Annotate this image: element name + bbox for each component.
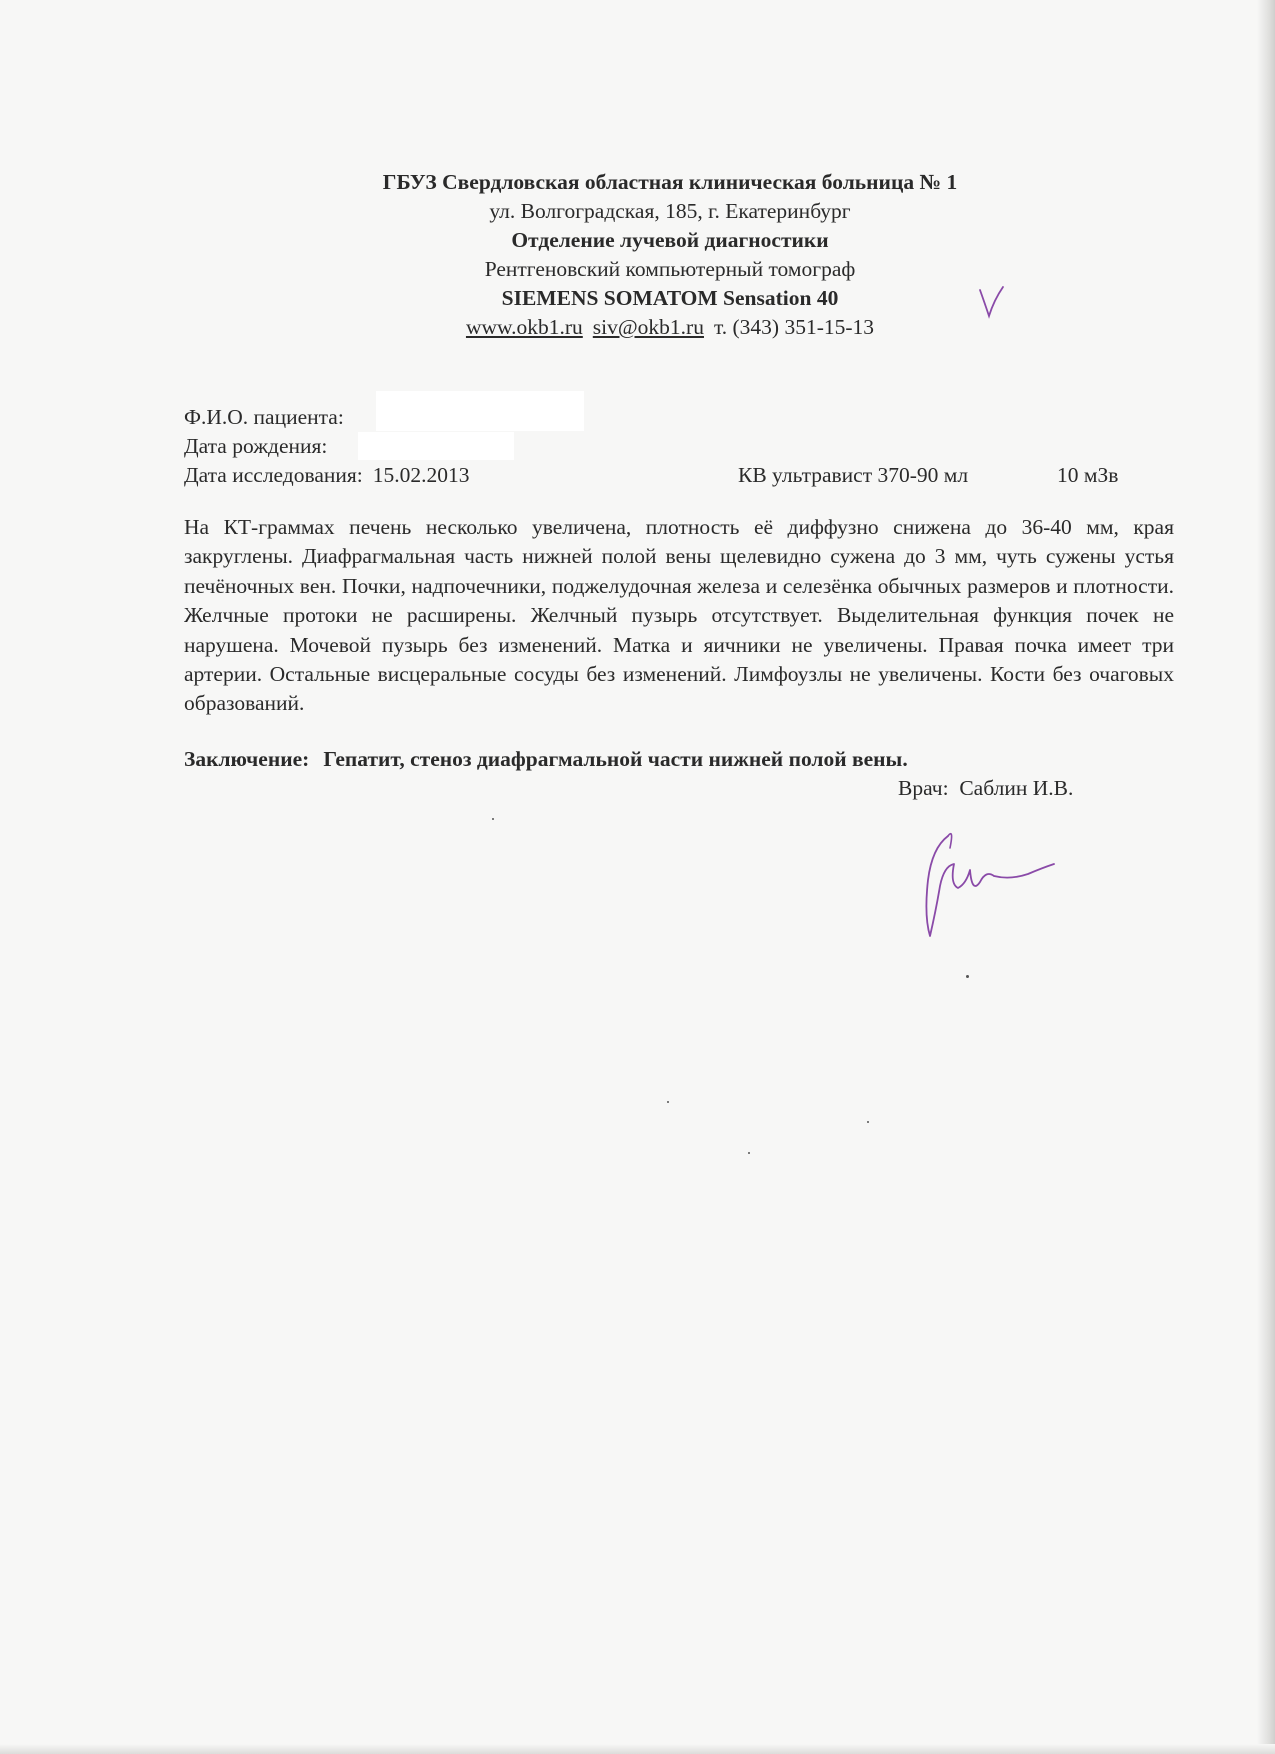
birth-date-row [184, 432, 1134, 461]
contrast-agent: КВ ультравист 370-90 мл [738, 463, 969, 487]
institution-name: ГБУЗ Свердловская областная клиническая больница № 1 [382, 170, 958, 194]
page-bottom-shadow [0, 1744, 1275, 1754]
exam-date-label: Дата исследования: [184, 463, 363, 487]
conclusion-label: Заключение: [184, 747, 310, 771]
speck [667, 1101, 669, 1103]
patient-name-row [184, 403, 1134, 432]
speck [492, 818, 494, 820]
findings-text: На КТ-граммах печень несколько увеличена, плотность её диффузно снижена до 36-40 мм, края закруглены. Диафрагмальная часть нижней полой вены щелевидно сужена до 3 мм, чуть сужены устья печёночных вен. Почки, надпочечники, поджелудочная железа и селезёнка обычных размеров и плотности. Желчные протоки не расширены. Желчный пузырь отсутствует. Выделительная функция почек не нарушена. Мочевой пузырь без изменений. Матка и яичники не увеличены. Правая почка имеет три артерии. Остальные висцеральные сосуды без изменений. Лимфоузлы не увеличены. Кости без очаговых образований. [184, 515, 1174, 716]
speck [966, 975, 969, 978]
phone-number: т. (343) 351-15-13 [713, 315, 875, 339]
doctor-name: Саблин И.В. [959, 776, 1074, 800]
speck [748, 1152, 750, 1154]
patient-name-label: Ф.И.О. пациента: [184, 405, 344, 429]
signature-icon [910, 818, 1070, 958]
doctor-line [898, 774, 1073, 803]
email-link[interactable]: siv@okb1.ru [592, 315, 704, 339]
radiation-dose: 10 мЗв [1057, 463, 1119, 487]
conclusion-text: Гепатит, стеноз диафрагмальной части нижней полой вены. [323, 747, 908, 771]
website-link[interactable]: www.okb1.ru [465, 315, 583, 339]
doctor-label: Врач: [898, 776, 949, 800]
exam-date-row [184, 461, 1134, 490]
equipment-model: SIEMENS SOMATOM Sensation 40 [501, 286, 839, 310]
equipment-type: Рентгеновский компьютерный томограф [484, 257, 856, 281]
patient-info [184, 403, 1134, 490]
exam-date-value: 15.02.2013 [372, 463, 470, 487]
institution-address: ул. Волгоградская, 185, г. Екатеринбург [489, 199, 851, 223]
birth-date-label: Дата рождения: [184, 434, 328, 458]
conclusion [184, 745, 1174, 774]
department-name: Отделение лучевой диагностики [511, 228, 829, 252]
contacts-line [0, 313, 1275, 342]
speck [867, 1121, 869, 1123]
letterhead [0, 168, 1275, 342]
check-mark-icon [976, 284, 1006, 320]
